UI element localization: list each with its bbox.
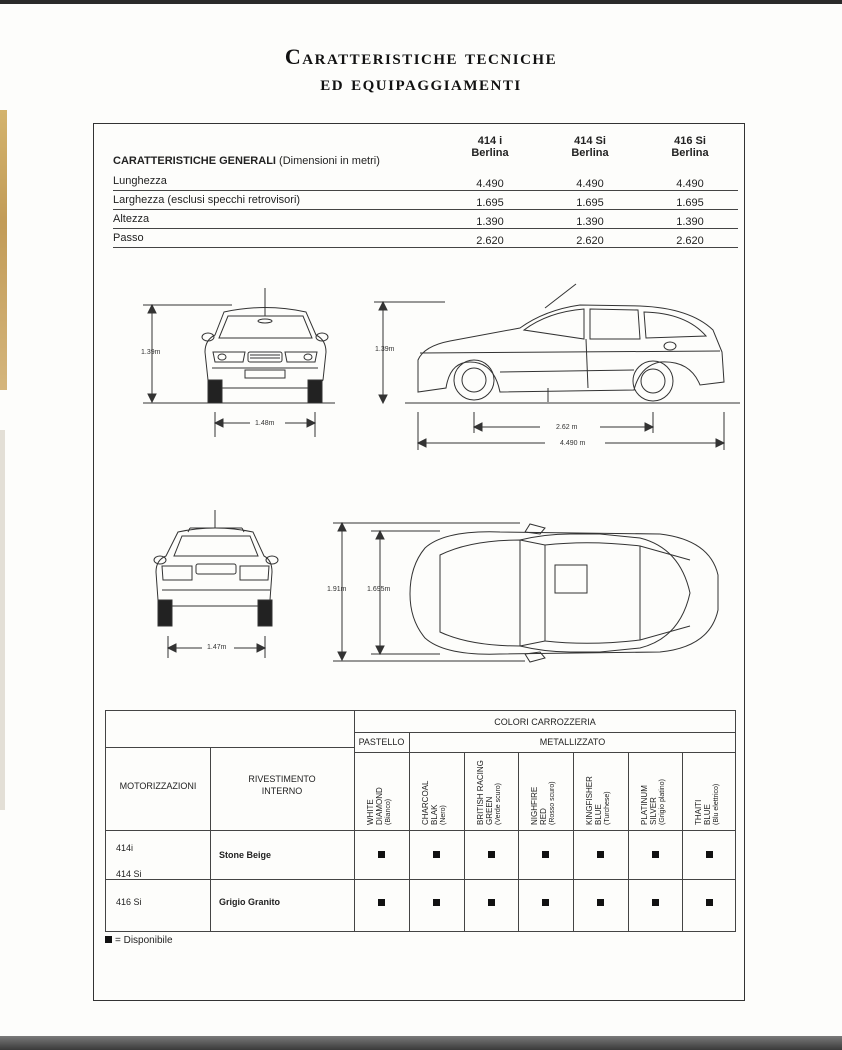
available-square-icon	[433, 899, 440, 906]
dim-wheelbase: 2.62 m	[556, 424, 578, 431]
legend	[105, 935, 173, 946]
paint-color-line: CHARCOAL	[421, 780, 430, 825]
spec-value: 1.390	[476, 216, 504, 228]
column-divider	[464, 752, 465, 931]
paint-color-line: DIAMOND	[375, 787, 384, 825]
paint-color-line: (Grigio platino)	[659, 779, 666, 825]
top-view-drawing	[410, 524, 718, 662]
trim-grigio-granito: Grigio Granito	[219, 897, 281, 907]
paint-color-name	[476, 760, 503, 825]
legend-text: = Disponibile	[115, 935, 173, 946]
available-square-icon	[597, 899, 604, 906]
paint-color-line: (Nero)	[440, 805, 447, 825]
top-dim-lines	[333, 523, 525, 661]
paint-color-line: THAITI	[694, 799, 703, 825]
paint-color-line: BRITISH RACING	[476, 760, 485, 825]
col-model: 416 Si	[674, 135, 706, 147]
available-square-icon	[488, 851, 495, 858]
page-title-line1: Caratteristiche tecniche	[284, 44, 558, 69]
spec-label: Larghezza (esclusi specchi retrovisori)	[113, 194, 301, 206]
available-square-icon	[542, 851, 549, 858]
engine-414si: 414 Si	[116, 869, 142, 879]
colors-header: COLORI CARROZZERIA	[494, 717, 596, 727]
available-square-icon	[652, 851, 659, 858]
paint-color-name	[421, 781, 448, 825]
spec-value: 2.620	[576, 235, 604, 247]
available-square-icon	[378, 899, 385, 906]
spec-value: 1.695	[476, 197, 504, 209]
paint-color-line: BLUE	[703, 804, 712, 825]
col-trim-line2: INTERNO	[261, 786, 303, 796]
spec-value: 4.490	[676, 178, 704, 190]
paint-color-line: (Turchese)	[604, 791, 611, 825]
paint-color-name	[366, 787, 393, 825]
column-divider	[628, 752, 629, 931]
spec-value: 1.695	[676, 197, 704, 209]
dim-width-body: 1.695m	[367, 586, 391, 593]
paint-color-line: (Rosso scuro)	[549, 781, 556, 825]
spec-section-heading: CARATTERISTICHE GENERALI	[113, 155, 276, 167]
spec-value: 1.390	[676, 216, 704, 228]
group-metallizzato: METALLIZZATO	[539, 737, 606, 747]
col-body: Berlina	[671, 147, 709, 159]
dim-side-height: 1.39m	[375, 346, 395, 353]
spec-value: 4.490	[476, 178, 504, 190]
dim-length: 4.490 m	[560, 440, 586, 447]
col-trim-header	[210, 773, 354, 797]
spec-value: 1.390	[576, 216, 604, 228]
available-square-icon	[597, 851, 604, 858]
paint-color-name	[694, 784, 721, 825]
col-model: 414 Si	[574, 135, 606, 147]
paint-color-name	[640, 779, 667, 825]
spec-value: 4.490	[576, 178, 604, 190]
available-square-icon	[105, 936, 112, 943]
trim-stone-beige: Stone Beige	[219, 850, 272, 860]
side-dim-lines	[374, 302, 724, 450]
page-title-line2: ed equipaggiamenti	[320, 70, 522, 95]
column-divider	[518, 752, 519, 931]
paint-color-line: KINGFISHER	[585, 776, 594, 825]
dim-width-mirrors: 1.91m	[327, 586, 347, 593]
spec-value: 1.695	[576, 197, 604, 209]
col-engines-header: MOTORIZZAZIONI	[119, 781, 197, 791]
col-trim-line1: RIVESTIMENTO	[248, 774, 316, 784]
dim-front-height: 1.39m	[141, 349, 161, 356]
paint-color-line: BLUE	[594, 804, 603, 825]
col-model: 414 i	[477, 135, 503, 147]
column-divider	[573, 752, 574, 931]
paint-color-line: (Verde scuro)	[495, 782, 502, 825]
paint-color-name	[530, 781, 557, 825]
paint-color-line: PLATINUM	[640, 785, 649, 825]
spec-label: Lunghezza	[113, 175, 167, 187]
side-view-drawing	[405, 284, 740, 403]
paint-color-line: (Bianco)	[385, 798, 392, 825]
spec-value: 2.620	[476, 235, 504, 247]
spec-section-note: (Dimensioni in metri)	[279, 155, 380, 167]
available-square-icon	[706, 851, 713, 858]
front-dim-lines	[143, 305, 315, 437]
available-square-icon	[378, 851, 385, 858]
paint-color-line: RED	[539, 808, 548, 825]
column-divider	[682, 752, 683, 931]
paint-color-line: SILVER	[649, 797, 658, 825]
available-square-icon	[652, 899, 659, 906]
available-square-icon	[433, 851, 440, 858]
paint-color-line: GREEN	[485, 796, 494, 825]
dim-front-track: 1.48m	[255, 420, 275, 427]
paint-color-line: WHITE	[366, 799, 375, 825]
spec-value: 2.620	[676, 235, 704, 247]
col-body: Berlina	[571, 147, 609, 159]
available-square-icon	[488, 899, 495, 906]
paint-color-line: (Blu elettrico)	[713, 783, 720, 825]
paint-color-name	[585, 776, 612, 825]
engine-416si: 416 Si	[116, 897, 142, 907]
paint-color-line: BLAK	[430, 804, 439, 825]
spec-label: Altezza	[113, 213, 150, 225]
paint-color-line: NIGHFIRE	[530, 786, 539, 825]
rear-view-drawing	[154, 510, 278, 626]
available-square-icon	[706, 899, 713, 906]
dim-rear-track: 1.47m	[207, 644, 227, 651]
col-body: Berlina	[471, 147, 509, 159]
body-colors-table	[105, 710, 736, 932]
available-square-icon	[542, 899, 549, 906]
group-pastello: PASTELLO	[358, 737, 405, 747]
engine-414i: 414i	[116, 843, 134, 853]
spec-label: Passo	[113, 232, 144, 244]
